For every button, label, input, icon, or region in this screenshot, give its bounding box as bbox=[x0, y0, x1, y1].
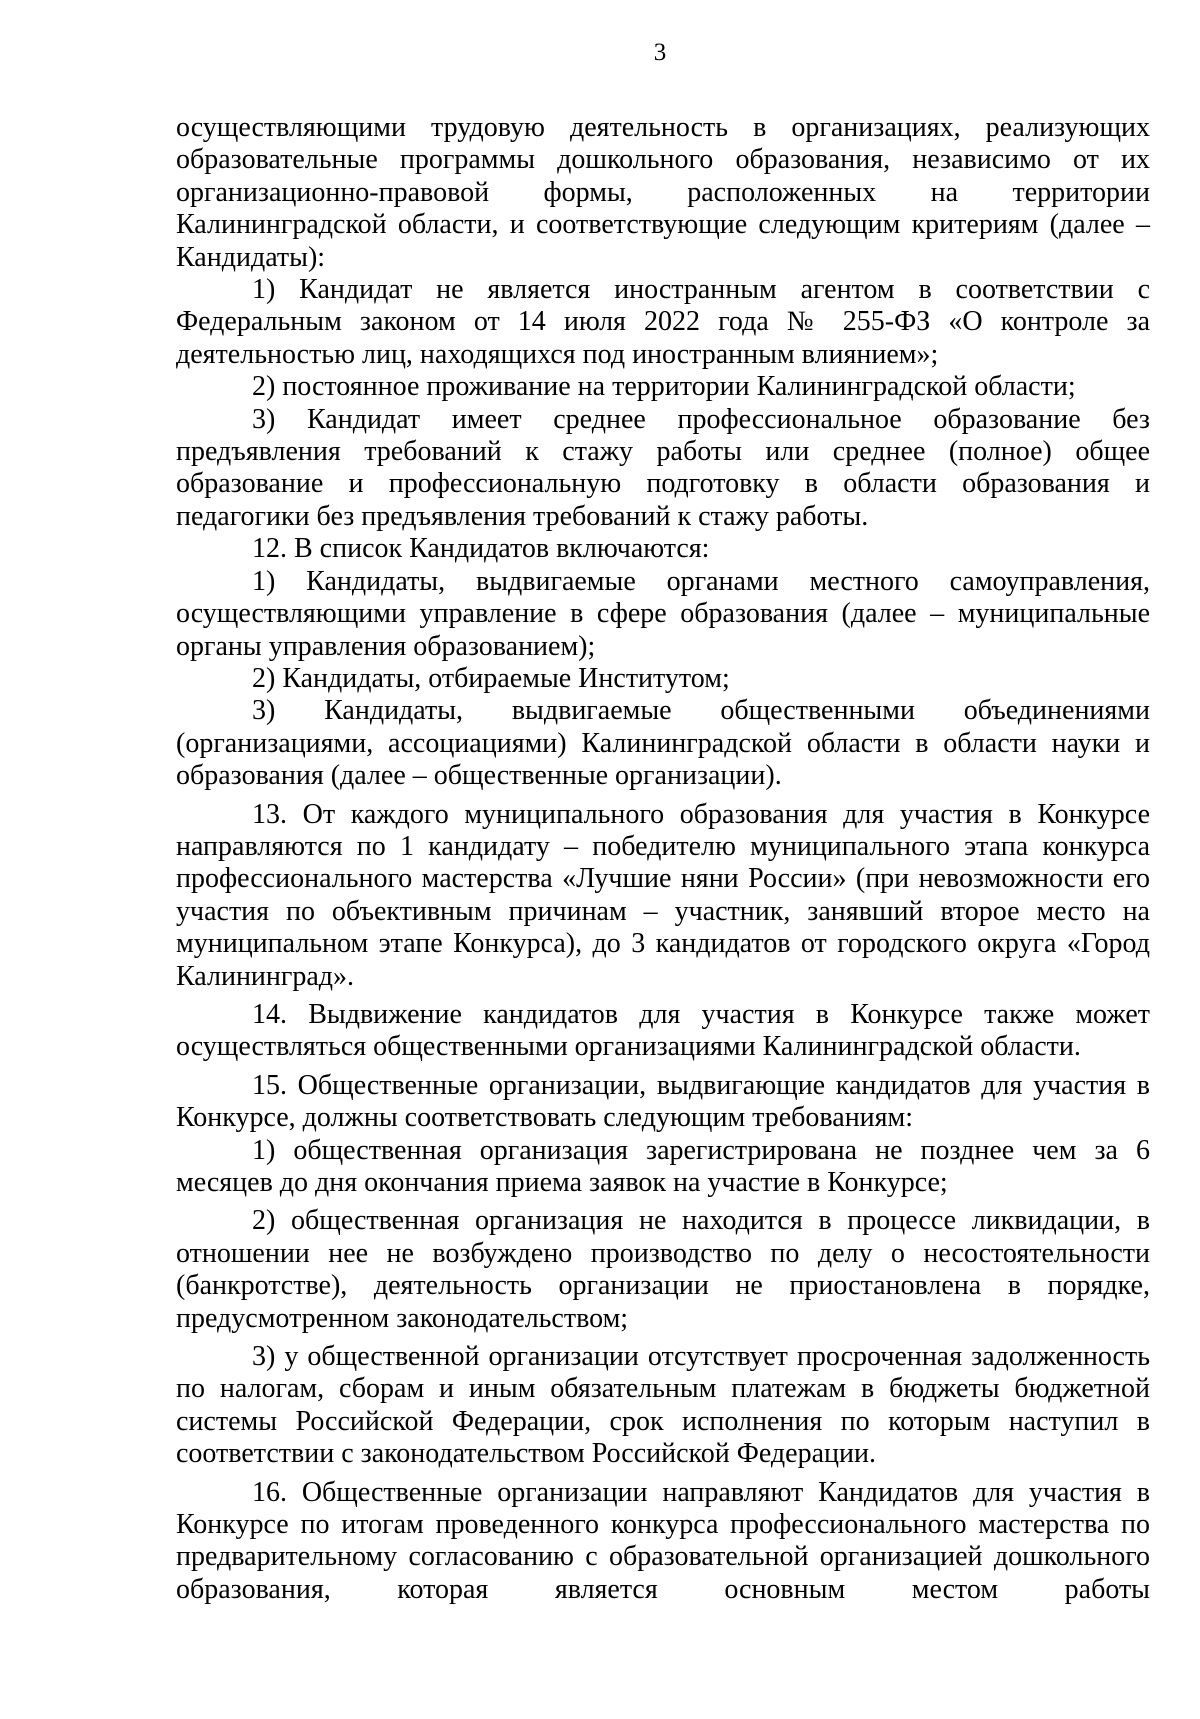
paragraph-criterion-1: 1) Кандидат не является иностранным агентом в соответствии с Федеральным законом от 14 июля 2022 года № 255-ФЗ «О контроле за деятельностью лиц, находящихся под иностранным влиянием»; bbox=[176, 274, 1150, 370]
paragraph-section-12-item-2: 2) Кандидаты, отбираемые Институтом; bbox=[252, 662, 730, 694]
paragraph-section-12-item-1: 1) Кандидаты, выдвигаемые органами местного самоуправления, осуществляющими управление в сфере образования (далее – муниципальные органы управления образованием); bbox=[176, 565, 1150, 662]
paragraph-section-12-item-3: 3) Кандидаты, выдвигаемые общественными объединениями (организациями, ассоциациями) Калининградской области в области науки и образования (далее – общественные организации). bbox=[176, 695, 1150, 792]
paragraph-section-15-item-3: 3) у общественной организации отсутствует просроченная задолженность по налогам, сборам и иным обязательным платежам в бюджеты бюджетной системы Российской Федерации, срок исполнения по которым наступил в соответствии с законодательством Российской Федерации. bbox=[176, 1341, 1150, 1470]
paragraph-section-14: 14. Выдвижение кандидатов для участия в Конкурсе также может осуществляться общественными организациями Калининградской области. bbox=[176, 998, 1150, 1063]
paragraph-section-16: 16. Общественные организации направляют Кандидатов для участия в Конкурсе по итогам проведенного конкурса профессионального мастерства по предварительному согласованию с образовательной организацией дошкольного образования, которая является основным местом работы bbox=[176, 1476, 1150, 1605]
page-number: 3 bbox=[653, 39, 667, 66]
paragraph-section-15-item-1: 1) общественная организация зарегистрирована не позднее чем за 6 месяцев до дня окончания приема заявок на участие в Конкурсе; bbox=[176, 1134, 1150, 1198]
document-body bbox=[176, 112, 1150, 1606]
paragraph-criterion-2: 2) постоянное проживание на территории Калининградской области; bbox=[252, 371, 1076, 403]
paragraph-section-12: 12. В список Кандидатов включаются: bbox=[252, 533, 710, 565]
paragraph-intro-continuation: осуществляющими трудовую деятельность в организациях, реализующих образовательные программы дошкольного образования, независимо от их организационно-правовой формы, расположенных на территории Калининградской области, и соответствующие следующим критериям (далее – Кандидаты): bbox=[176, 112, 1150, 273]
paragraph-criterion-3: 3) Кандидат имеет среднее профессиональное образование без предъявления требований к стажу работы или среднее (полное) общее образование и профессиональную подготовку в области образования и педагогики без предъявления требований к стажу работы. bbox=[176, 403, 1150, 532]
paragraph-section-13: 13. От каждого муниципального образования для участия в Конкурсе направляются по 1 кандидату – победителю муниципального этапа конкурса профессионального мастерства «Лучшие няни России» (при невозможности его участия по объективным причинам – участник, занявший второе место на муниципальном этапе Конкурса), до 3 кандидатов от городского округа «Город Калининград». bbox=[176, 798, 1150, 992]
paragraph-section-15: 15. Общественные организации, выдвигающие кандидатов для участия в Конкурсе, должны соответствовать следующим требованиям: bbox=[176, 1069, 1150, 1134]
paragraph-section-15-item-2: 2) общественная организация не находится в процессе ликвидации, в отношении нее не возбуждено производство по делу о несостоятельности (банкротстве), деятельность организации не приостановлена в порядке, предусмотренном законодательством; bbox=[176, 1205, 1150, 1334]
